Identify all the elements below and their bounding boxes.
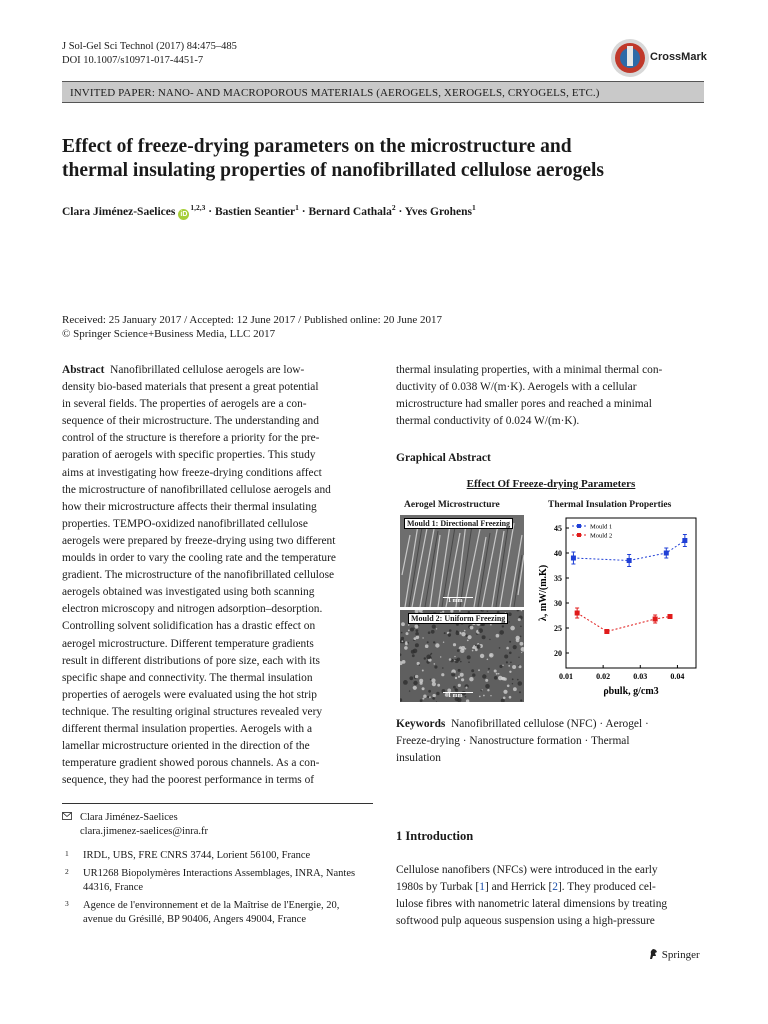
- data-point: [575, 611, 580, 616]
- crossmark-icon: [610, 38, 650, 78]
- y-tick-label: 40: [554, 549, 562, 558]
- legend-marker: [577, 524, 581, 528]
- abstract-label: Abstract: [62, 364, 105, 376]
- mould2-label: Mould 2: Uniform Freezing: [408, 613, 508, 624]
- reference-link[interactable]: 2: [552, 881, 558, 894]
- plot-frame: [566, 518, 696, 668]
- author-affiliation: 1,2,3: [190, 203, 206, 212]
- keywords: Keywords Nanofibrillated cellulose (NFC) · Aerogel · Freeze-drying · Nanostructure formation · Thermal insulation: [396, 718, 649, 765]
- x-tick-label: 0.01: [559, 672, 573, 681]
- ga-heading: Effect Of Freeze-drying Parameters: [466, 478, 636, 490]
- abstract-line: aerogel microstructure. Different temperature gradients: [62, 637, 314, 650]
- affiliation-3: 3 Agence de l'environnement et de la Maîtrise de l'Energie, 20, avenue du Grésillé, BP 90406, Angers 49004, France: [65, 899, 340, 925]
- envelope-icon: [62, 811, 72, 825]
- graphical-abstract-label: Graphical Abstract: [396, 452, 491, 464]
- copyright: © Springer Science+Business Media, LLC 2017: [62, 328, 276, 340]
- y-tick-label: 20: [554, 649, 562, 658]
- publisher-name: Springer: [661, 949, 700, 961]
- y-axis-label: λ, mW/(m.K): [538, 564, 549, 622]
- abstract-line: control of the structure is therefore a priority for the pre-: [62, 432, 320, 445]
- abstract-line: density bio-based materials that present a great potential: [62, 381, 319, 394]
- doi[interactable]: DOI 10.1007/s10971-017-4451-7: [62, 55, 204, 66]
- abstract-line: properties of aerogels were evaluated using the hot strip: [62, 688, 317, 701]
- scale-bar-label: 1 mm: [448, 598, 463, 604]
- abstract-line: sequence of their microstructure. The understanding and: [62, 415, 319, 428]
- abstract-line: how their microstructure affects their thermal insulating: [62, 500, 317, 513]
- author-affiliation: 2: [391, 203, 396, 212]
- crossmark-label: CrossMark: [650, 51, 707, 63]
- abstract-line: technique. The resulting original structures revealed very: [62, 705, 323, 718]
- title-line-2: thermal insulating properties of nanofibrillated cellulose aerogels: [62, 160, 605, 181]
- x-tick-label: 0.04: [670, 672, 685, 681]
- y-tick-label: 25: [554, 624, 562, 633]
- abstract: Abstract Nanofibrillated cellulose aerogels are low- density bio-based materials that present a great potential in several fields. The properties of aerogels are a con- sequence of their microstructure. The understanding and control of the structure is therefore a priority for the pre- paration of aerogels with specific properties. This study aims at investigating how freeze-drying conditions affect the microstructure of nanofibrillated cellulose aerogels and how their microstructure affects their thermal insulating properties. TEMPO-oxidized nanofibrillated cellulose aerogels were prepared by freeze-drying using two different moulds in order to vary the cooling rate and the temperature gradient. The microstructure of the nanofibrillated cellulose aerogels obtained was investigated using both scanning electron microscopy and nitrogen adsorption–desorption. Controlling solvent solidification has a drastic effect on aerogel microstructure. Different temperature gradients result in different distributions of pore size, each with its specific shape and connectivity. The thermal insulation properties of aerogels were evaluated using the hot strip technique. The resulting original structures revealed very different thermal insulation properties. Aerogels with a lamellar microstructure oriented in the direction of the temperature gradient showed porous channels. As a con- sequence, they had the poorest performance in terms of: [62, 362, 373, 789]
- data-point: [664, 551, 669, 556]
- x-tick-label: 0.02: [596, 672, 611, 681]
- orcid-icon[interactable]: iD: [180, 210, 188, 218]
- legend-marker: [577, 533, 581, 537]
- x-tick-label: 0.03: [633, 672, 648, 681]
- author-affiliation: 1: [295, 203, 299, 212]
- abstract-line: result in different distributions of pore size, each with its: [62, 654, 320, 667]
- author-list: Clara Jiménez-Saelices iD$^{1,2,3}$ · Bastien Seantier$^1$ · Bernard Cathala$^2$ · Yves Grohens$^1$: [62, 203, 476, 218]
- abstract-line: specific shape and connectivity. The thermal insulation: [62, 671, 313, 684]
- abstract-line: moulds in order to vary the cooling rate and the temperature: [62, 552, 336, 565]
- abstract-line: electron microscopy and nitrogen adsorption–desorption.: [62, 603, 323, 616]
- x-axis-label: ρbulk, g/cm3: [603, 686, 659, 697]
- abstract-line: aerogels obtained was investigated using both scanning: [62, 586, 315, 599]
- ga-left-title: Aerogel Microstructure: [404, 500, 500, 510]
- introduction-text: Cellulose nanofibers (NFCs) were introduced in the early 1980s by Turbak [1] and Herrick [2]. They produced cel- lulose fibres with nanometric lateral dimensions by treating softwood pulp aqueous suspension using a high-pressure: [396, 864, 668, 928]
- section-heading-introduction: 1 Introduction: [396, 829, 474, 843]
- abstract-line: lamellar microstructure oriented in the direction of the: [62, 740, 310, 753]
- abstract-line: sequence, they had the poorest performance in terms of: [62, 774, 315, 787]
- article-type-banner: INVITED PAPER: NANO- AND MACROPOROUS MATERIALS (AEROGELS, XEROGELS, CRYOGELS, ETC.): [62, 81, 704, 103]
- abstract-line: aims at investigating how freeze-drying conditions affect: [62, 466, 322, 479]
- author-name[interactable]: Bastien Seantier: [214, 205, 296, 218]
- paper-title: [62, 135, 722, 183]
- footnote-divider: [62, 803, 373, 804]
- abstract-continued: thermal insulating properties, with a minimal thermal con- ductivity of 0.038 W/(m·K). Aerogels with a cellular microstructure had smaller pores and reached a minimal thermal conductivity of 0.024 W/(m·K).: [396, 364, 663, 428]
- data-point: [627, 558, 632, 563]
- springer-horse-icon: [647, 949, 662, 961]
- journal-citation: J Sol-Gel Sci Technol (2017) 84:475–485: [62, 41, 237, 52]
- mould1-label: Mould 1: Directional Freezing: [404, 518, 513, 529]
- data-point: [604, 629, 609, 634]
- abstract-line: the microstructure of nanofibrillated cellulose aerogels and: [62, 483, 331, 496]
- author-name[interactable]: Yves Grohens: [404, 205, 472, 218]
- history-dates: Received: 25 January 2017 / Accepted: 12 June 2017 / Published online: 20 June 2017: [62, 314, 443, 326]
- affiliation-2: 2 UR1268 Biopolymères Interactions Assemblages, INRA, Nantes 44316, France: [65, 867, 356, 893]
- keywords-label: Keywords: [396, 718, 446, 730]
- affiliation-1: 1 IRDL, UBS, FRE CNRS 3744, Lorient 56100, France: [65, 849, 311, 861]
- abstract-line: Controlling solvent solidification has a drastic effect on: [62, 620, 316, 633]
- scale-bar-label: 1 mm: [448, 693, 463, 699]
- publisher-logo: [647, 948, 700, 961]
- legend-label: Mould 1: [590, 523, 613, 531]
- abstract-line: paration of aerogels with specific properties. This study: [62, 449, 316, 462]
- crossmark-logo[interactable]: [610, 38, 650, 83]
- abstract-line: different thermal insulation properties. Aerogels with a: [62, 722, 312, 735]
- author-name[interactable]: Bernard Cathala: [308, 205, 392, 218]
- abstract-line: aerogels were prepared by freeze-drying using two different: [62, 534, 336, 547]
- reference-link[interactable]: 1: [479, 881, 485, 894]
- ga-right-title: Thermal Insulation Properties: [548, 500, 672, 510]
- author-affiliation: 1: [472, 203, 476, 212]
- y-tick-label: 35: [554, 574, 562, 583]
- abstract-line: in several fields. The properties of aerogels are a con-: [62, 398, 307, 411]
- y-tick-label: 45: [554, 524, 562, 533]
- data-point: [682, 538, 687, 543]
- data-point: [653, 617, 658, 622]
- title-line-1: Effect of freeze-drying parameters on the microstructure and: [62, 136, 572, 157]
- corresponding-author: Clara Jiménez-Saelices: [80, 812, 178, 823]
- author-name[interactable]: Clara Jiménez-Saelices: [62, 205, 176, 218]
- y-tick-label: 30: [554, 599, 562, 608]
- abstract-line: temperature gradient showed porous channels. As a con-: [62, 757, 320, 770]
- abstract-line: properties. TEMPO-oxidized nanofibrillated cellulose: [62, 517, 308, 530]
- data-point: [571, 556, 576, 561]
- corresponding-email[interactable]: clara.jimenez-saelices@inra.fr: [80, 825, 209, 837]
- data-point: [668, 614, 673, 619]
- abstract-line: gradient. The microstructure of the nanofibrillated cellulose: [62, 569, 335, 582]
- correspondence: [62, 811, 373, 838]
- publication-dates: [62, 313, 442, 341]
- thermal-conductivity-chart: [536, 514, 706, 708]
- legend-label: Mould 2: [590, 532, 613, 540]
- graphical-abstract: [396, 478, 706, 708]
